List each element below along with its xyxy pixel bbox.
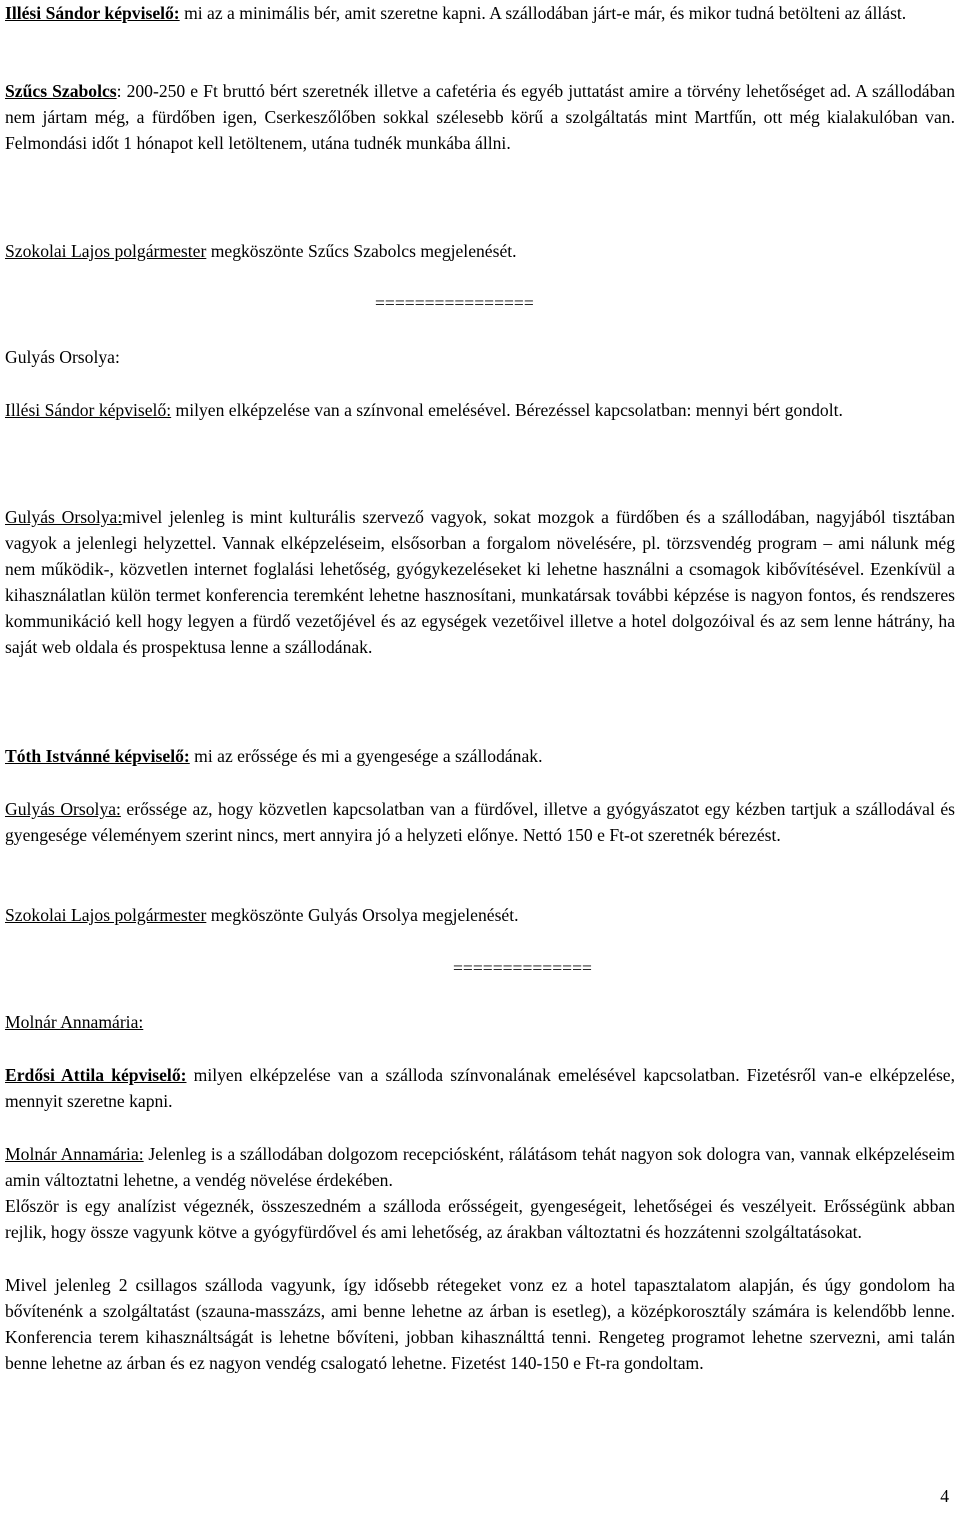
speaker-label: Molnár Annamária: bbox=[5, 1144, 144, 1164]
paragraph-text: milyen elképzelése van a szálloda színvonalának emelésével kapcsolatban. Fizetésről van-e elképzelése, mennyit szeretne kapni. bbox=[5, 1065, 956, 1111]
speaker-label: Szokolai Lajos polgármester bbox=[5, 905, 207, 925]
paragraph-molnar-plans: Mivel jelenleg 2 csillagos szálloda vagyunk, így idősebb rétegeket vonz ez a hotel tapasztalatom alapján, és úgy gondolom ha bővítenénk a szolgáltatást (szauna-masszázs, ami benne lehetne az árban is esetleg), a középkorosztály számára is kelendőbb lenne. Konferencia terem kihasználtságát is lehetne bővíteni, jobban kihasználttá tenni. Rengeteg programot lehetne szervezni, ami talán benne lehetne az árban és ez nagyon vendég csalogató lehetne. Fizetést 140-150 e Ft-ra gondoltam. bbox=[5, 1275, 955, 1373]
document-page bbox=[5, 0, 955, 1513]
candidate-name: Molnár Annamária: bbox=[5, 1012, 144, 1032]
paragraph-mayor-thanks-2 bbox=[5, 902, 955, 928]
paragraph-erdosi-question bbox=[5, 1062, 955, 1114]
paragraph-text: megköszönte Gulyás Orsolya megjelenését. bbox=[206, 905, 519, 925]
speaker-label: Gulyás Orsolya: bbox=[5, 799, 121, 819]
speaker-label: Gulyás Orsolya: bbox=[5, 507, 123, 527]
speaker-label: Illési Sándor képviselő: bbox=[5, 400, 172, 420]
paragraph-molnar-analysis: Először is egy analízist végeznék, összeszedném a szálloda erősségeit, gyengeségeit, lehetőségei és veszélyeit. Erősségünk abban rejlik, hogy össze vagyunk kötve a gyógyfürdővel és ami lehetőség, az árakban változtatni és hozzátenni szolgáltatásokat. bbox=[5, 1196, 955, 1242]
section-separator: ============== bbox=[453, 958, 592, 978]
speaker-label: Szűcs Szabolcs bbox=[5, 81, 117, 101]
speaker-label: Erdősi Attila képviselő: bbox=[5, 1065, 187, 1085]
candidate-heading: Gulyás Orsolya: bbox=[5, 347, 120, 367]
paragraph-szucs-answer bbox=[5, 78, 955, 156]
paragraph-text: mi az a minimális bér, amit szeretne kapni. A szállodában járt-e már, és mikor tudná betölteni az állást. bbox=[179, 3, 907, 23]
paragraph-toth-question bbox=[5, 743, 955, 769]
paragraph-text: milyen elképzelése van a színvonal emelésével. Bérezéssel kapcsolatban: mennyi bért gondolt. bbox=[171, 400, 843, 420]
paragraph-gulyas-answer-1 bbox=[5, 504, 955, 660]
paragraph-text: : 200-250 e Ft bruttó bért szeretnék illetve a cafetéria és egyéb juttatást amire a törvény lehetőséget ad. A szállodában nem jártam még, a fürdőben igen, Cserkeszőlőben sokkal szélesebb körű a szolgáltatás mint Martfűn, ott még kialakulóban van. Felmondási időt 1 hónapot kell letöltenem, utána tudnék munkába állni. bbox=[5, 81, 955, 153]
paragraph-text: mivel jelenleg is mint kulturális szervező vagyok, sokat mozgok a fürdőben és a szállodában, nagyjából tisztában vagyok a jelenlegi helyzettel. Vannak elképzeléseim, elsősorban a forgalom növelésére, pl. törzsvendég program – ami nálunk még nem működik-, közvetlen internet foglalási lehetőség, gyógykezeléseket ki lehetne használni a csomagok kibővítésével. Ezenkívül a kihasználatlan külön termet konferencia teremként lehetne hasznosítani, munkatársak további képzése is nagyon fontos, és rendszeres kommunikáció kell hogy legyen a fürdő vezetőjével és az egységek vezetőivel illetve a hotel dolgozóival és az sem lenne hátrány, ha saját web oldala és prospektusa lenne a szállodának. bbox=[5, 507, 955, 657]
paragraph-text: megköszönte Szűcs Szabolcs megjelenését. bbox=[206, 241, 517, 261]
page-number: 4 bbox=[940, 1486, 949, 1506]
speaker-label: Szokolai Lajos polgármester bbox=[5, 241, 207, 261]
paragraph-text: mi az erőssége és mi a gyengesége a szállodának. bbox=[189, 746, 543, 766]
paragraph-molnar-answer bbox=[5, 1141, 955, 1193]
paragraph-text: erőssége az, hogy közvetlen kapcsolatban van a fürdővel, illetve a gyógyászatot egy kézben tartjuk a szállodával és gyengesége véleményem szerint nincs, mert annyira jó a helyzeti előnye. Nettó 150 e Ft-ot szeretnék bérezést. bbox=[5, 799, 955, 845]
paragraph-illesi-question-2 bbox=[5, 397, 955, 423]
speaker-label: Tóth Istvánné képviselő: bbox=[5, 746, 190, 766]
paragraph-mayor-thanks-1 bbox=[5, 238, 955, 264]
candidate-heading bbox=[5, 1009, 955, 1035]
speaker-label: Illési Sándor képviselő: bbox=[5, 3, 180, 23]
section-separator: ================ bbox=[375, 293, 534, 313]
paragraph-gulyas-answer-2 bbox=[5, 796, 955, 848]
paragraph-illesi-question-1 bbox=[5, 0, 955, 26]
paragraph-text: Jelenleg is a szállodában dolgozom recepciósként, rálátásom tehát nagyon sok dologra van, vannak elképzeléseim amin változtatni lehetne, a vendég növelése érdekében. bbox=[5, 1144, 955, 1190]
